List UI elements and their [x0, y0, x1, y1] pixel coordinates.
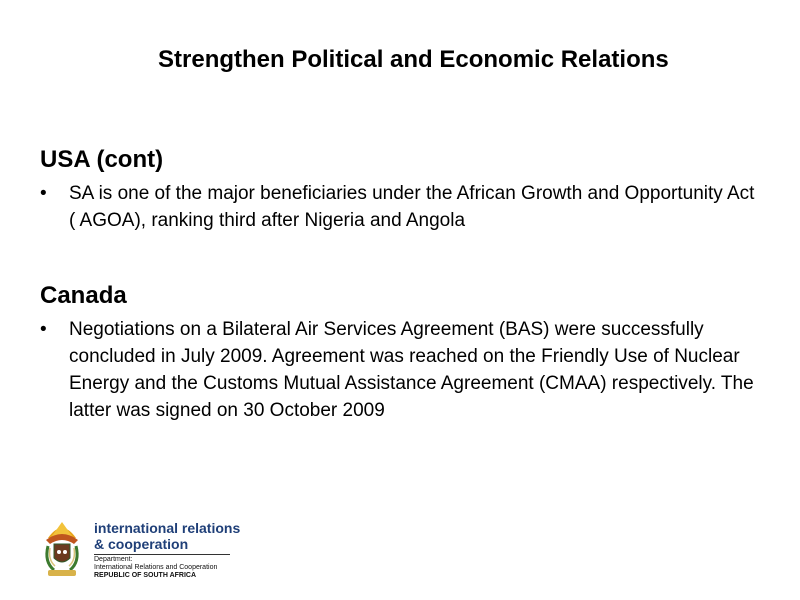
department-logo: [40, 518, 240, 580]
bullet-marker: •: [40, 319, 47, 340]
bullet-text-canada: Negotiations on a Bilateral Air Services Agreement (BAS) were successfully concluded in July 2009. Agreement was reached on the Friendly Use of Nuclear Energy and the Customs Mutual Assistance Agreement (CMAA) respectively. The latter was signed on 30 October 2009: [69, 319, 754, 421]
logo-department-label: Department:: [94, 556, 133, 563]
logo-text-line2: & cooperation: [94, 536, 189, 552]
bullet-text-usa: SA is one of the major beneficiaries under the African Growth and Opportunity Act ( AGOA), ranking third after Nigeria and Angola: [69, 183, 755, 231]
section-heading-usa: USA (cont): [40, 146, 164, 173]
bullet-item-canada: [40, 316, 760, 424]
coat-of-arms-icon: [40, 518, 84, 580]
logo-divider: [94, 554, 230, 555]
bullet-item-usa: [40, 180, 760, 234]
slide-title: Strengthen Political and Economic Relations: [158, 46, 669, 73]
logo-department-name: International Relations and Cooperation: [94, 564, 218, 571]
section-heading-canada: Canada: [40, 282, 127, 309]
bullet-marker: •: [40, 183, 47, 204]
logo-country: REPUBLIC OF SOUTH AFRICA: [94, 572, 197, 579]
logo-text-line1: international relations: [94, 520, 241, 536]
